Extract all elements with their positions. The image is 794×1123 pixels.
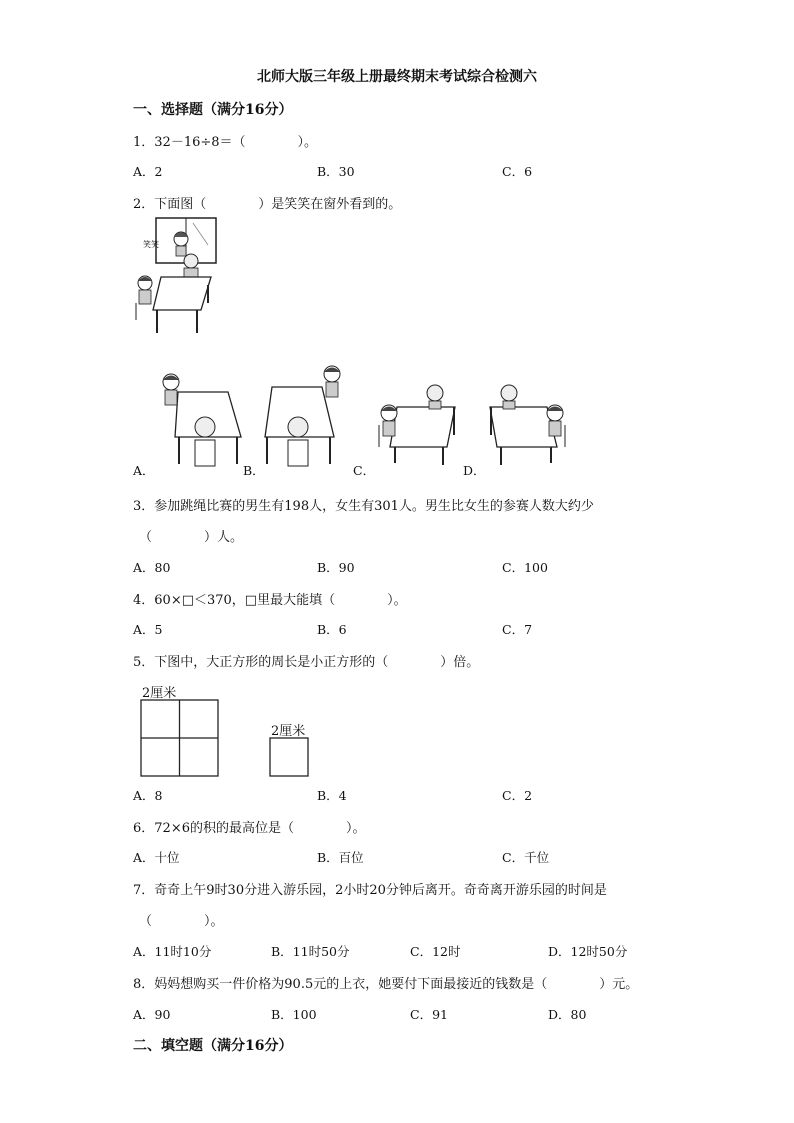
big-square-figure: [140, 699, 220, 779]
q8-option-b[interactable]: B．100: [271, 1007, 317, 1022]
q2-picture-d[interactable]: [485, 375, 570, 470]
q5-option-b[interactable]: B．4: [317, 788, 347, 803]
q7-option-a[interactable]: A．11时10分: [133, 944, 212, 959]
person-label: 笑笑: [143, 240, 159, 249]
small-square-label: 2厘米: [271, 724, 306, 739]
section-heading-choice: 一、选择题（满分16分）: [133, 102, 293, 118]
q1-option-a[interactable]: A．2: [133, 164, 163, 179]
q1-option-c[interactable]: C．6: [502, 164, 533, 179]
big-square-label: 2厘米: [142, 686, 177, 701]
q4-option-a[interactable]: A．5: [133, 622, 163, 637]
scene-illustration: [133, 215, 223, 340]
q5-option-c[interactable]: C．2: [502, 788, 533, 803]
question-4-stem: 4．60×□＜370，□里最大能填（ ）。: [133, 593, 407, 608]
q8-option-c[interactable]: C．91: [410, 1007, 448, 1022]
q2-option-d[interactable]: D．: [463, 463, 486, 478]
q6-option-a[interactable]: A．十位: [133, 850, 180, 865]
q2-option-b[interactable]: B．: [243, 463, 265, 478]
q2-option-a[interactable]: A．: [133, 463, 155, 478]
q2-picture-b[interactable]: [262, 362, 352, 470]
question-3-stem-line2: （ ）人。: [139, 530, 244, 545]
section-heading-fill: 二、填空题（满分16分）: [133, 1038, 293, 1054]
q7-option-b[interactable]: B．11时50分: [271, 944, 350, 959]
q2-option-c[interactable]: C．: [353, 463, 376, 478]
question-2-stem: 2．下面图（ ）是笑笑在窗外看到的。: [133, 197, 402, 212]
q7-option-c[interactable]: C．12时: [410, 944, 461, 959]
q2-picture-c[interactable]: [375, 375, 460, 470]
question-7-stem-line1: 7．奇奇上午9时30分进入游乐园，2小时20分钟后离开。奇奇离开游乐园的时间是: [133, 883, 607, 898]
question-6-stem: 6．72×6的积的最高位是（ ）。: [133, 821, 366, 836]
question-3-stem-line1: 3．参加跳绳比赛的男生有198人，女生有301人。男生比女生的参赛人数大约少: [133, 499, 594, 514]
q3-option-a[interactable]: A．80: [133, 560, 171, 575]
q3-option-b[interactable]: B．90: [317, 560, 355, 575]
q3-option-c[interactable]: C．100: [502, 560, 548, 575]
q8-option-a[interactable]: A．90: [133, 1007, 171, 1022]
q4-option-c[interactable]: C．7: [502, 622, 533, 637]
small-square-figure: [269, 737, 310, 778]
question-7-stem-line2: （ ）。: [139, 914, 224, 929]
page-title: 北师大版三年级上册最终期末考试综合检测六: [257, 69, 537, 85]
question-5-stem: 5．下图中，大正方形的周长是小正方形的（ ）倍。: [133, 655, 480, 670]
question-8-stem: 8．妈妈想购买一件价格为90.5元的上衣，她要付下面最接近的钱数是（ ）元。: [133, 977, 639, 992]
q1-option-b[interactable]: B．30: [317, 164, 355, 179]
q8-option-d[interactable]: D．80: [548, 1007, 587, 1022]
q2-picture-a[interactable]: [153, 362, 243, 470]
q6-option-c[interactable]: C．千位: [502, 850, 550, 865]
question-1-stem: 1．32－16÷8＝（ ）。: [133, 135, 318, 150]
q7-option-d[interactable]: D．12时50分: [548, 944, 628, 959]
q5-option-a[interactable]: A．8: [133, 788, 163, 803]
q6-option-b[interactable]: B．百位: [317, 850, 364, 865]
q4-option-b[interactable]: B．6: [317, 622, 347, 637]
